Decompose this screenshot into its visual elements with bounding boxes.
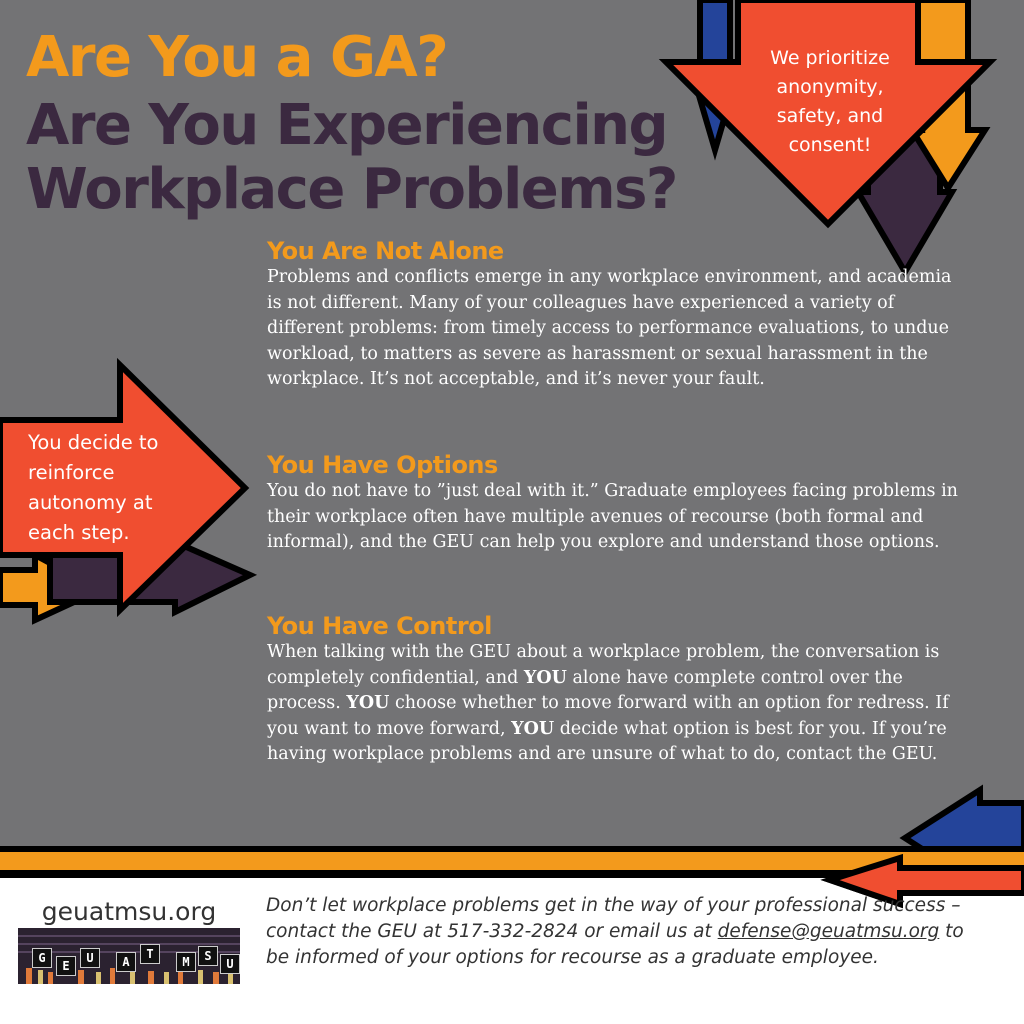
- headline-line-1: Are You a GA?: [26, 25, 448, 90]
- callout-top: We prioritize anonymity, safety, and consent!: [770, 47, 890, 156]
- website-link[interactable]: geuatmsu.org: [41, 897, 217, 926]
- section-options: [267, 451, 967, 556]
- body-text: choose whether to move forward with an option for redress. If you want to move forward,: [267, 693, 949, 739]
- email-link[interactable]: defense@geuatmsu.org: [717, 921, 940, 942]
- logo-letter: A: [116, 952, 136, 972]
- emphasis-you: YOU: [523, 667, 567, 688]
- body-text: When talking with the GEU about a workplace problem, the conversation is completely confidential, and: [267, 642, 940, 688]
- emphasis-you: YOU: [346, 693, 390, 713]
- section-heading: You Have Control: [267, 612, 492, 640]
- logo-letter: U: [220, 954, 240, 974]
- headline-line-3: Workplace Problems?: [26, 157, 677, 222]
- logo-letter: U: [80, 948, 100, 968]
- section-control: [267, 612, 967, 768]
- headline-line-2: Are You Experiencing: [26, 93, 668, 158]
- callout-left: You decide to reinforce autonomy at each step.: [28, 431, 159, 544]
- cta-text: to be informed of your options for recourse as a graduate employee.: [266, 921, 964, 968]
- section-heading: You Are Not Alone: [267, 237, 504, 265]
- section-body: [267, 640, 967, 768]
- logo-letter: T: [140, 944, 160, 964]
- geu-logo: [18, 928, 240, 984]
- section-body: Problems and conflicts emerge in any workplace environment, and academia is not different. Many of your colleagues have experienced a variety of different problems: from timely access to performance evaluations, to undue workload, to matters as severe as harassment or sexual harassment in the workplace. It’s not acceptable, and it’s never your fault.: [267, 267, 952, 389]
- logo-letter: M: [176, 952, 196, 972]
- body-text: decide what option is best for you. If you’re having workplace problems and are unsure of what to do, contact the GEU.: [267, 718, 947, 764]
- section-heading: You Have Options: [267, 451, 498, 479]
- cta-text: Don’t let workplace problems get in the way of your professional success – contact the GEU at 517-332-2824 or email us at: [266, 895, 961, 942]
- logo-letter: E: [56, 956, 76, 976]
- section-body: You do not have to ”just deal with it.” Graduate employees facing problems in their workplace often have multiple avenues of recourse (both formal and informal), and the GEU can help you explore and understand those options.: [267, 481, 958, 552]
- call-to-action: [266, 893, 986, 971]
- emphasis-you: YOU: [511, 718, 555, 739]
- logo-letter: S: [198, 946, 218, 966]
- logo-letter: G: [32, 948, 52, 968]
- body-text: alone have complete control over the process.: [267, 667, 903, 713]
- section-not-alone: [267, 237, 967, 393]
